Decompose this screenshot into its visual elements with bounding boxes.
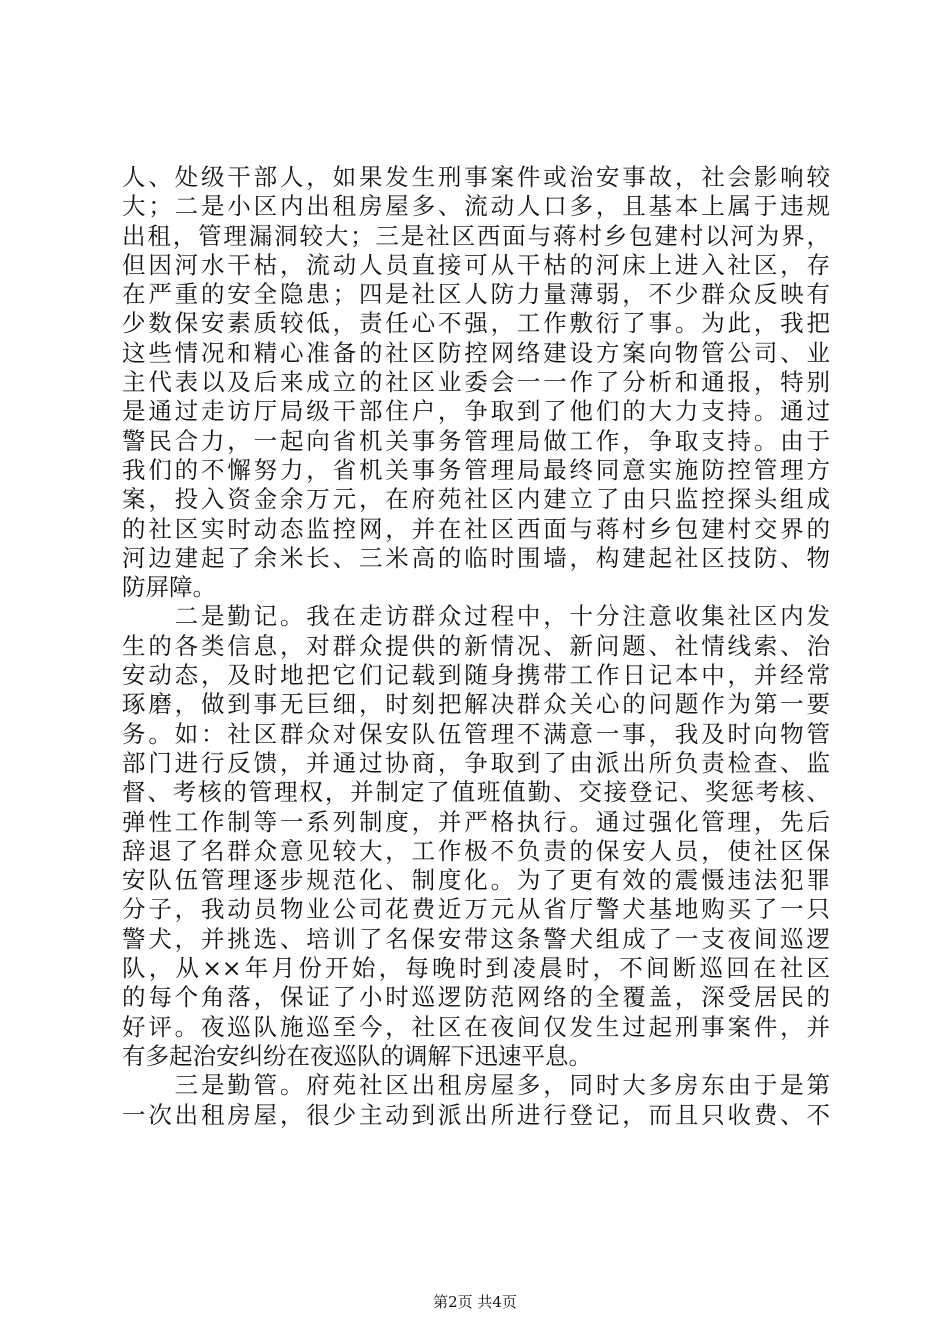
text-line: 在严重的安全隐患；四是社区人防力量薄弱，不少群众反映有 xyxy=(122,280,830,309)
text-line: 的每个角落，保证了小时巡逻防范网络的全覆盖，深受居民的 xyxy=(122,983,830,1012)
text-line: 辞退了名群众意见较大，工作极不负责的保安人员，使社区保 xyxy=(122,836,830,865)
body-text xyxy=(122,163,830,1130)
text-line: 安队伍管理逐步规范化、制度化。为了更有效的震慑违法犯罪 xyxy=(122,866,830,895)
text-line: 防屏障。 xyxy=(122,573,216,602)
text-line: 的社区实时动态监控网，并在社区西面与蒋村乡包建村交界的 xyxy=(122,514,830,543)
page-footer: 第2页 共4页 xyxy=(433,1293,517,1311)
text-line: 但因河水干枯，流动人员直接可从干枯的河床上进入社区，存 xyxy=(122,250,830,279)
text-line: 弹性工作制等一系列制度，并严格执行。通过强化管理，先后 xyxy=(122,807,830,836)
text-line: 有多起治安纠纷在夜巡队的调解下迅速平息。 xyxy=(122,1041,592,1070)
text-line: 我们的不懈努力，省机关事务管理局最终同意实施防控管理方 xyxy=(122,455,830,484)
text-line: 琢磨，做到事无巨细，时刻把解决群众关心的问题作为第一要 xyxy=(122,690,830,719)
text-line: 这些情况和精心准备的社区防控网络建设方案向物管公司、业 xyxy=(122,338,830,367)
text-line: 少数保安素质较低，责任心不强，工作敷衍了事。为此，我把 xyxy=(122,309,830,338)
text-line: 是通过走访厅局级干部住户，争取到了他们的大力支持。通过 xyxy=(122,397,830,426)
text-line: 好评。夜巡队施巡至今，社区在夜间仅发生过起刑事案件，并 xyxy=(122,1012,830,1041)
text-line: 一次出租房屋，很少主动到派出所进行登记，而且只收费、不 xyxy=(122,1100,830,1129)
text-line: 分子，我动员物业公司花费近万元从省厅警犬基地购买了一只 xyxy=(122,895,830,924)
text-line: 警犬，并挑选、培训了名保安带这条警犬组成了一支夜间巡逻 xyxy=(122,924,830,953)
text-line: 案，投入资金余万元，在府苑社区内建立了由只监控探头组成 xyxy=(122,485,830,514)
text-line: 督、考核的管理权，并制定了值班值勤、交接登记、奖惩考核、 xyxy=(122,778,830,807)
text-line: 部门进行反馈，并通过协商，争取到了由派出所负责检查、监 xyxy=(122,748,830,777)
text-line: 主代表以及后来成立的社区业委会一一作了分析和通报，特别 xyxy=(122,368,830,397)
text-line: 人、处级干部人，如果发生刑事案件或治安事故，社会影响较 xyxy=(122,163,830,191)
text-line: 出租，管理漏洞较大；三是社区西面与蒋村乡包建村以河为界， xyxy=(122,221,830,250)
text-line: 警民合力，一起向省机关事务管理局做工作，争取支持。由于 xyxy=(122,426,830,455)
text-line: 务。如：社区群众对保安队伍管理不满意一事，我及时向物管 xyxy=(122,719,830,748)
text-line: 安动态，及时地把它们记载到随身携带工作日记本中，并经常 xyxy=(122,661,830,690)
text-line: 二是勤记。我在走访群众过程中，十分注意收集社区内发 xyxy=(122,602,830,631)
text-line: 三是勤管。府苑社区出租房屋多，同时大多房东由于是第 xyxy=(122,1071,830,1100)
text-line: 生的各类信息，对群众提供的新情况、新问题、社情线索、治 xyxy=(122,631,830,660)
text-line: 队，从××年月份开始，每晚时到凌晨时，不间断巡回在社区 xyxy=(122,954,830,983)
text-line: 河边建起了余米长、三米高的临时围墙，构建起社区技防、物 xyxy=(122,543,830,572)
text-line: 大；二是小区内出租房屋多、流动人口多，且基本上属于违规 xyxy=(122,192,830,221)
